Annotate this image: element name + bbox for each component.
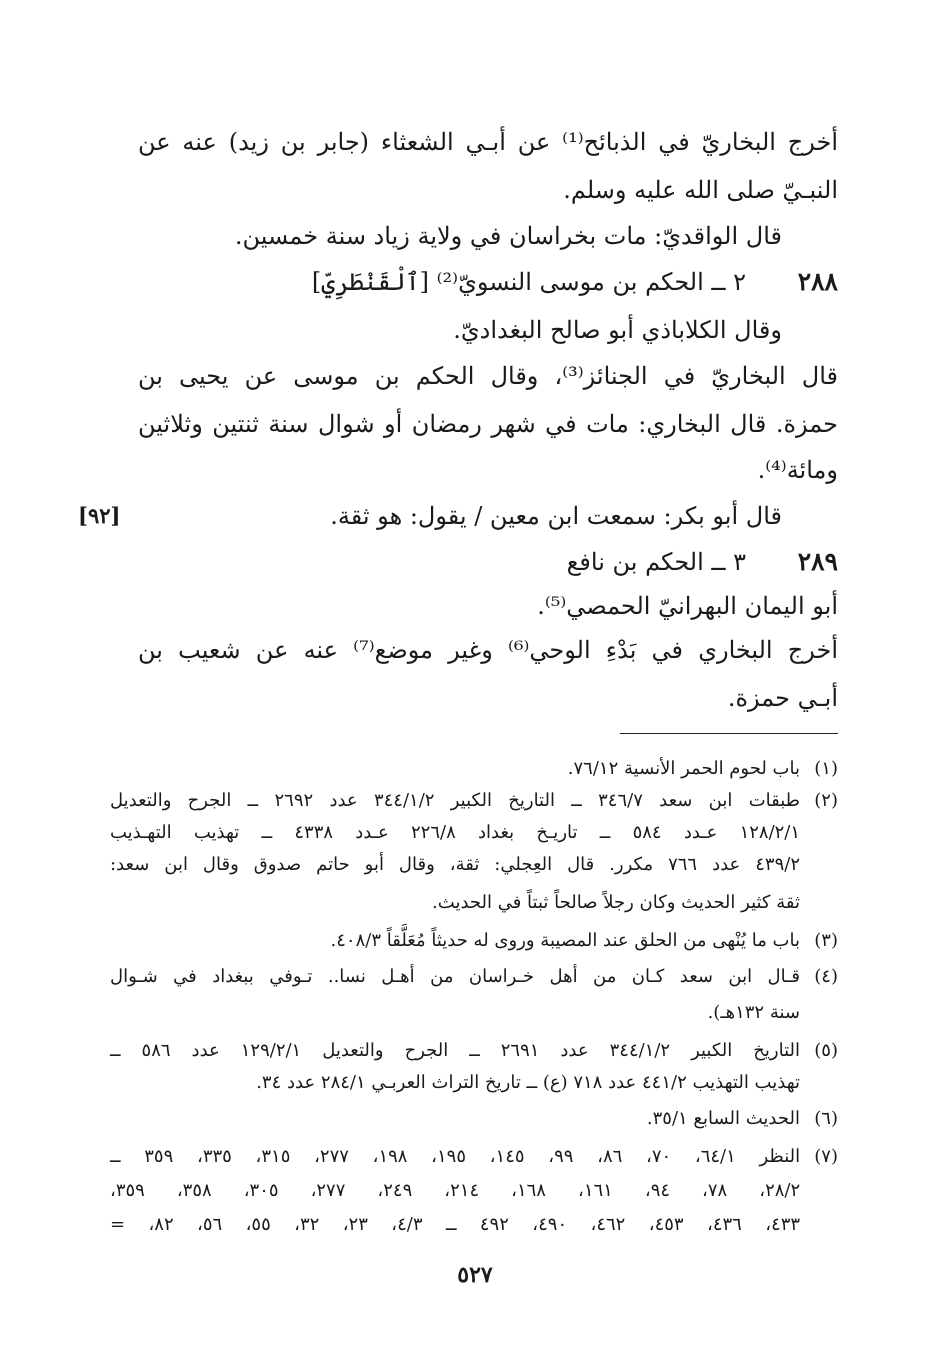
body-text-line: النبـيّ صلى الله عليه وسلم. xyxy=(563,176,838,204)
footnote-text: باب لحوم الحمر الأنسية ٧٦/١٢. xyxy=(567,758,800,779)
body-text-line: ومائة⁽⁴⁾. xyxy=(757,456,838,484)
footnote-separator xyxy=(620,733,838,734)
footnote-text: تهذيب التهذيب ٤٤١/٢ عدد ٧١٨ (ع) ــ تاريخ التراث العربـي ٢٨٤/١ عدد ٣٤. xyxy=(256,1072,800,1093)
footnote-text: باب ما يُنْهى من الحلق عند المصيبة وروى له حديثاً مُعَلَّقاً ٤٠٨/٣. xyxy=(330,930,800,951)
footnote-text: ثقة كثير الحديث وكان رجلاً صالحاً ثبتاً في الحديث. xyxy=(432,892,800,913)
body-text-line: أبو اليمان البهرانيّ الحمصي⁽⁵⁾. xyxy=(537,592,838,620)
body-text-line: حمزة. قال البخاري: مات في شهر رمضان أو شوال سنة ثنتين وثلاثين xyxy=(138,410,838,438)
footnote-number: (٣) xyxy=(814,930,838,951)
footnote-text: ٢٨/٢، ٧٨، ٩٤، ١٦١، ١٦٨، ٢١٤، ٢٤٩، ٢٧٧، ٣٠٥، ٣٥٨، ٣٥٩، xyxy=(110,1180,801,1201)
entry-heading: ٣ ــ الحكم بن نافع xyxy=(566,548,746,576)
footnote-text: سنة ١٣٢هـ). xyxy=(707,1002,800,1023)
body-text-line: أخرج البخاري في بَدْءِ الوحي⁽⁶⁾ وغير موضع⁽⁷⁾ عنه عن شعيب بن xyxy=(138,636,839,664)
entry-number: ٢٨٩ xyxy=(797,547,838,576)
footnote-text: ٤٣٣، ٤٣٦، ٤٥٣، ٤٦٢، ٤٩٠، ٤٩٢ ــ ٤/٣، ٢٣، ٣٢، ٥٥، ٥٦، ٨٢، = xyxy=(110,1214,801,1235)
body-text-line: وقال الكلاباذي أبو صالح البغداديّ. xyxy=(453,316,782,344)
footnote-number: (٢) xyxy=(814,790,838,811)
footnote-text: ٤٣٩/٢ عدد ٧٦٦ مكرر. قال العِجلي: ثقة، وقال أبو حاتم صدوق وقال ابن سعد: xyxy=(110,854,800,875)
body-text-line: أخرج البخاريّ في الذبائح⁽¹⁾ عن أبـي الشعثاء (جابر بن زيد) عنه عن xyxy=(138,128,839,156)
footnote-text: التاريخ الكبير ٣٤٤/١/٢ عدد ٢٦٩١ ــ الجرح والتعديل ١٢٩/٢/١ عدد ٥٨٦ ــ xyxy=(110,1040,800,1061)
footnote-text: طبقات ابن سعد ٣٤٦/٧ ــ التاريخ الكبير ٣٤٤/١/٢ عدد ٢٦٩٢ ــ الجرح والتعديل xyxy=(110,790,800,811)
footnote-text: النظر ٦٤/١، ٧٠، ٨٦، ٩٩، ١٤٥، ١٩٥، ١٩٨، ٢٧٧، ٣١٥، ٣٣٥، ٣٥٩ ــ xyxy=(110,1146,801,1167)
footnote-text: ١٢٨/٢/١ عـدد ٥٨٤ ــ تاريـخ بغداد ٢٢٦/٨ عـدد ٤٣٣٨ ــ تهذيب التهـذيب xyxy=(110,822,801,843)
body-text-line: قال أبو بكر: سمعت ابن معين / يقول: هو ثقة. xyxy=(330,502,782,530)
footnote-number: (٦) xyxy=(814,1108,838,1129)
entry-number: ٢٨٨ xyxy=(797,267,838,296)
footnote-text: قـال ابن سعد كـان من أهل خـراسان من أهـل نسا.. تـوفي ببغداد في شـوال xyxy=(110,966,800,987)
footnote-number: (٤) xyxy=(814,966,838,987)
footnote-number: (٥) xyxy=(814,1040,838,1061)
page-number: ٥٢٧ xyxy=(457,1262,493,1288)
entry-heading: ٢ ــ الحكم بن موسى النسويّ⁽²⁾ [ٱلْقَنْطَرِيّ] xyxy=(311,268,746,296)
margin-page-reference: [٩٢] xyxy=(78,503,121,528)
footnote-number: (٧) xyxy=(814,1146,838,1167)
body-text-line: قال البخاريّ في الجنائز⁽³⁾، وقال الحكم بن موسى عن يحيى بن xyxy=(138,362,838,390)
body-text-line: أبـي حمزة. xyxy=(727,684,838,712)
body-text-line: قال الواقديّ: مات بخراسان في ولاية زياد سنة خمسين. xyxy=(234,222,782,250)
footnote-number: (١) xyxy=(814,758,838,779)
footnote-text: الحديث السابع ٣٥/١. xyxy=(646,1108,800,1129)
